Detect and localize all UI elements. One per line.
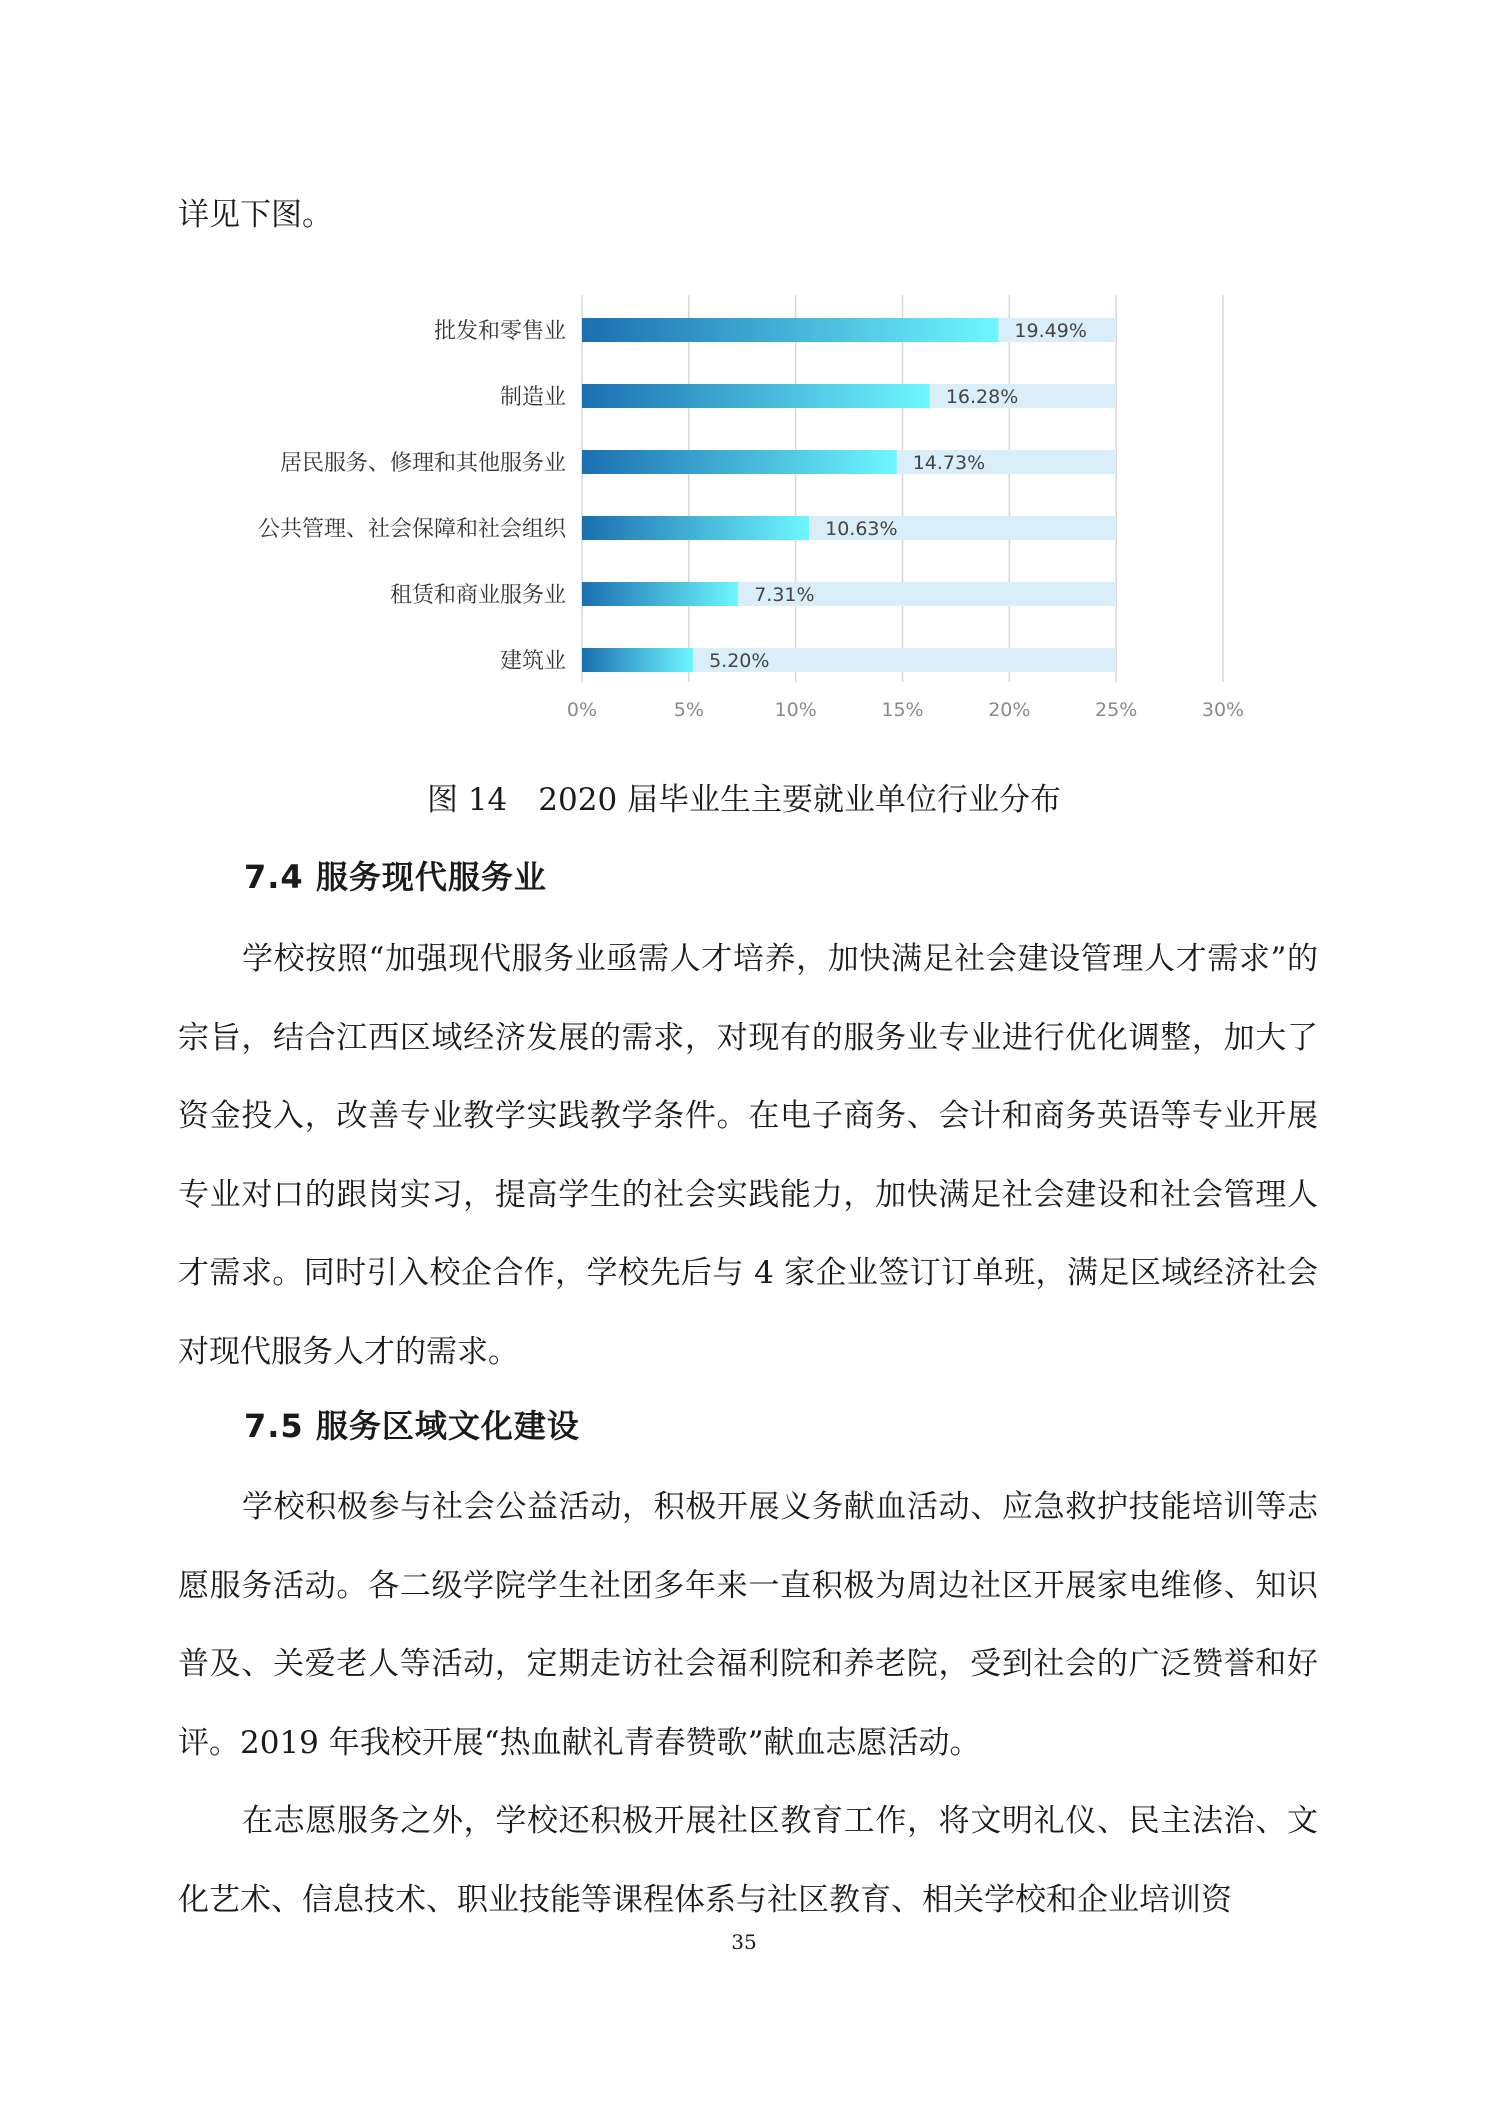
figure-caption: 图 14 2020 届毕业生主要就业单位行业分布 — [426, 782, 1062, 818]
category-label: 公共管理、社会保障和社会组织 — [257, 517, 566, 542]
intro-text: 详见下图。 — [178, 197, 333, 233]
data-label: 14.73% — [912, 452, 986, 474]
x-tick-label: 15% — [881, 699, 924, 721]
data-label: 7.31% — [754, 584, 815, 606]
x-tick-label: 20% — [988, 699, 1031, 721]
bar — [582, 450, 897, 474]
section-heading-7-4: 7.4 服务现代服务业 — [244, 858, 547, 896]
data-label: 5.20% — [709, 650, 770, 672]
section-7-4-paragraph: 学校按照“加强现代服务业亟需人才培养，加快满足社会建设管理人才需求”的宗旨，结合江西区域经济发展的需求，对现有的服务业专业进行优化调整，加大了资金投入，改善专业教学实践教学条件。在电子商务、会计和商务英语等专业开展专业对口的跟岗实习，提高学生的社会实践能力，加快满足社会建设和社会管理人才需求。同时引入校企合作，学校先后与 4 家企业签订订单班，满足区域经济社会对现代服务人才的需求。 — [178, 941, 1318, 1370]
x-tick-label: 0% — [566, 699, 598, 721]
bar — [582, 384, 930, 408]
bar — [582, 648, 693, 672]
bar — [582, 582, 738, 606]
x-tick-label: 5% — [673, 699, 704, 721]
bar — [582, 318, 998, 342]
x-tick-label: 30% — [1201, 699, 1245, 721]
data-label: 16.28% — [945, 386, 1019, 408]
category-label: 建筑业 — [499, 649, 566, 674]
x-tick-label: 25% — [1095, 699, 1138, 721]
section-heading-7-5: 7.5 服务区域文化建设 — [244, 1407, 580, 1445]
category-label: 租赁和商业服务业 — [389, 583, 566, 608]
data-label: 19.49% — [1014, 320, 1087, 342]
section-7-5-paragraph-2: 在志愿服务之外，学校还积极开展社区教育工作，将文明礼仪、民主法治、文化艺术、信息技术、职业技能等课程体系与社区教育、相关学校和企业培训资 — [178, 1803, 1318, 1918]
category-label: 制造业 — [499, 385, 566, 410]
industry-bar-chart — [230, 290, 1260, 750]
category-label: 居民服务、修理和其他服务业 — [279, 451, 566, 476]
category-label: 批发和零售业 — [433, 319, 566, 344]
data-label: 10.63% — [825, 518, 898, 540]
x-tick-label: 10% — [774, 699, 817, 721]
section-7-5-paragraph-1: 学校积极参与社会公益活动，积极开展义务献血活动、应急救护技能培训等志愿服务活动。各二级学院学生社团多年来一直积极为周边社区开展家电维修、知识普及、关爱老人等活动，定期走访社会福利院和养老院，受到社会的广泛赞誉和好评。2019 年我校开展“热血献礼青春赞歌”献血志愿活动。 — [178, 1489, 1318, 1761]
page-number: 35 — [731, 1930, 757, 1954]
bar — [582, 516, 809, 540]
